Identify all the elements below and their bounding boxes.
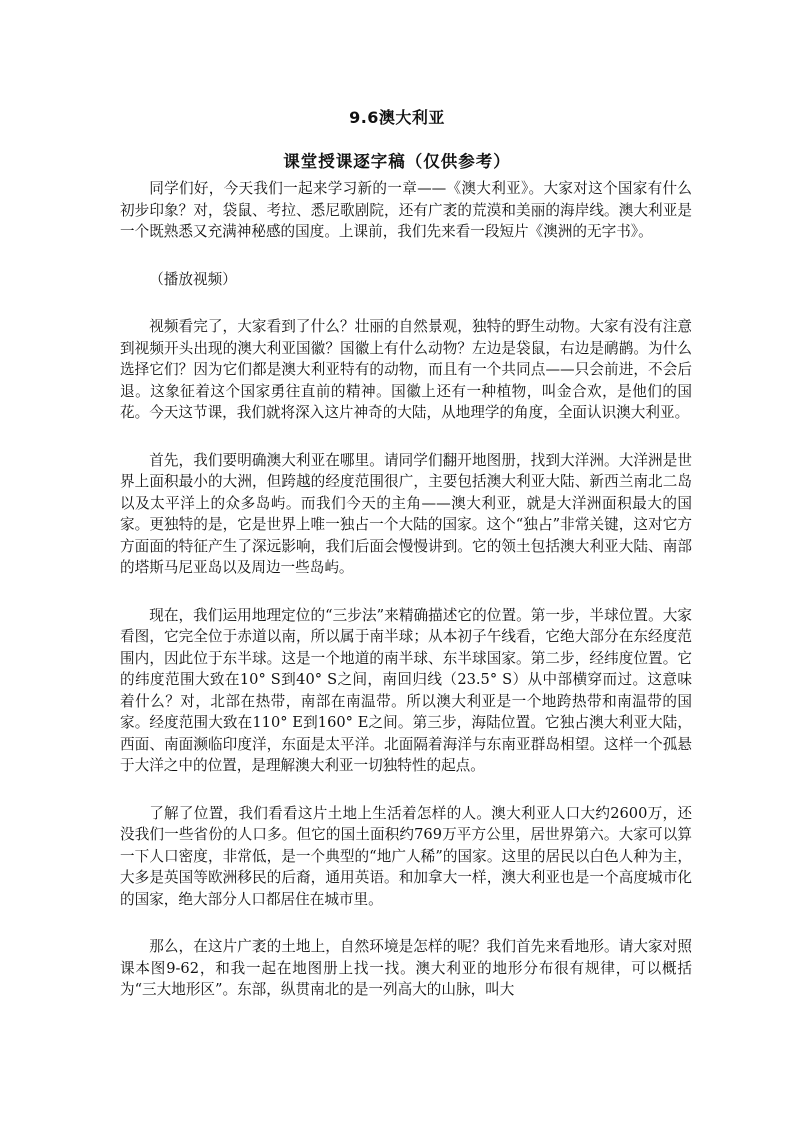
paragraph-population: 了解了位置，我们看看这片土地上生活着怎样的人。澳大利亚人口大约2600万，还没我们一些省份的人口多。但它的国土面积约769万平方公里，居世界第六。大家可以算一下人口密度，非常低，是一个典型的“地广人稀”的国家。这里的居民以白色人种为主，大多是英国等欧洲移民的后裔，通用英语。和加拿大一样，澳大利亚也是一个高度城市化的国家，绝大部分人口都居住在城市里。 bbox=[120, 804, 692, 908]
paragraph-three-step-method: 现在，我们运用地理定位的“三步法”来精确描述它的位置。第一步，半球位置。大家看图，它完全位于赤道以南，所以属于南半球；从本初子午线看，它绝大部分在东经度范围内，因此位于东半球。这是一个地道的南半球、东半球国家。第二步，经纬度位置。它的纬度范围大致在10° S到40° S之间，南回归线（23.5° S）从中部横穿而过。这意味着什么？对，北部在热带，南部在南温带。所以澳大利亚是一个地跨热带和南温带的国家。经度范围大致在110° E到160° E之间。第三步，海陆位置。它独占澳大利亚大陆，西面、南面濒临印度洋，东面是太平洋。北面隔着海洋与东南亚群岛相望。这样一个孤悬于大洋之中的位置，是理解澳大利亚一切独特性的起点。 bbox=[120, 606, 692, 774]
document-body bbox=[120, 178, 692, 1027]
paragraph-video-discussion: 视频看完了，大家看到了什么？壮丽的自然景观，独特的野生动物。大家有没有注意到视频开头出现的澳大利亚国徽？国徽上有什么动物？左边是袋鼠，右边是鸸鹋。为什么选择它们？因为它们都是澳大利亚特有的动物，而且有一个共同点——只会前进，不会后退。这象征着这个国家勇往直前的精神。国徽上还有一种植物，叫金合欢，是他们的国花。今天这节课，我们就将深入这片神奇的大陆，从地理学的角度，全面认识澳大利亚。 bbox=[120, 318, 692, 421]
paragraph-location: 首先，我们要明确澳大利亚在哪里。请同学们翻开地图册，找到大洋洲。大洋洲是世界上面积最小的大洲，但跨越的经度范围很广，主要包括澳大利亚大陆、新西兰南北二岛以及太平洋上的众多岛屿。而我们今天的主角——澳大利亚，就是大洋洲面积最大的国家。更独特的是，它是世界上唯一独占一个大陆的国家。这个“独占”非常关键，这对它方方面面的特征产生了深远影响，我们后面会慢慢讲到。它的领土包括澳大利亚大陆、南部的塔斯马尼亚岛以及周边一些岛屿。 bbox=[120, 451, 692, 576]
paragraph-intro: 同学们好，今天我们一起来学习新的一章——《澳大利亚》。大家对这个国家有什么初步印象？对，袋鼠、考拉、悉尼歌剧院，还有广袤的荒漠和美丽的海岸线。澳大利亚是一个既熟悉又充满神秘感的国度。上课前，我们先来看一段短片《澳洲的无字书》。 bbox=[120, 180, 692, 240]
paragraph-video-note: （播放视频） bbox=[149, 270, 237, 288]
paragraph-terrain: 那么，在这片广袤的土地上，自然环境是怎样的呢？我们首先来看地形。请大家对照课本图9-62，和我一起在地图册上找一找。澳大利亚的地形分布很有规律，可以概括为“三大地形区”。东部，纵贯南北的是一列高大的山脉，叫大 bbox=[120, 938, 692, 998]
document-subtitle: 课堂授课逐字稿（仅供参考） bbox=[283, 152, 511, 171]
document-title: 9.6澳大利亚 bbox=[349, 108, 445, 127]
